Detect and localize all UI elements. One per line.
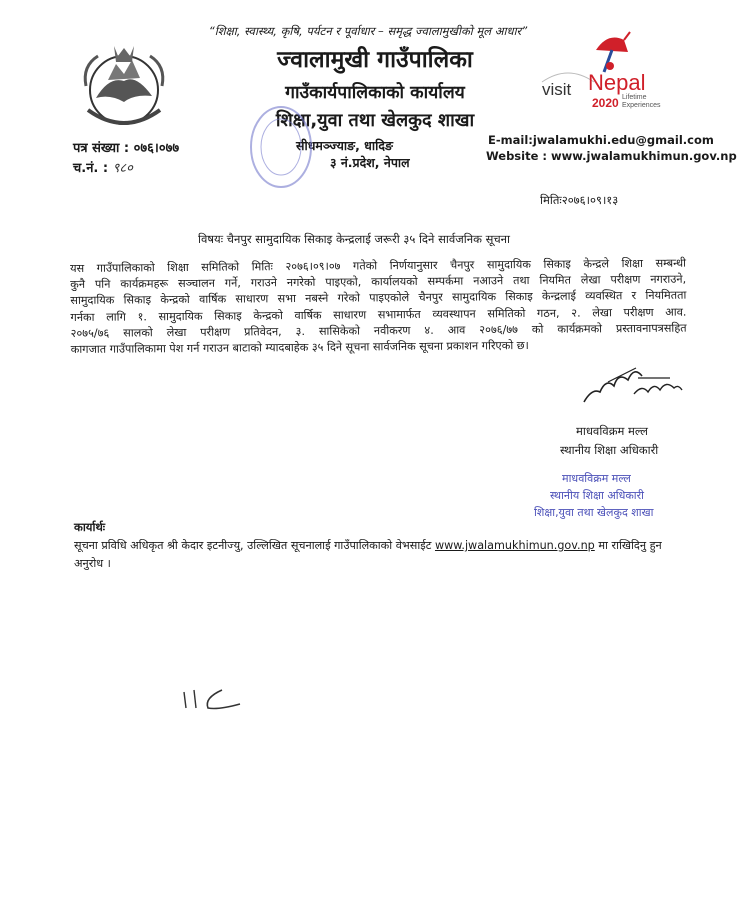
letter-body: [70, 256, 687, 359]
address-line-2: ३ नं.प्रदेश, नेपाल: [330, 155, 410, 170]
action-text-after: मा राखिदिनु हुन अनुरोध ।: [74, 539, 662, 570]
visit-text: visit: [542, 80, 572, 99]
body-line: गर्नका लागि १. सामुदायिक सिकाइ केन्द्रको वार्षिक साधारण सभामार्फत व्यवस्थापन समितिको गठन, २. लेखा परीक्षण आव.: [70, 305, 687, 324]
year-text: 2020: [592, 96, 619, 110]
stamp-name: माधवविक्रम मल्ल: [562, 472, 631, 485]
body-line: कागजात गाउँपालिकामा पेश गर्न गराउन बाटाको म्यादबाहेक ३५ दिने सूचना सार्वजनिक सूचना प्रकाशन गरिएको छ।: [70, 339, 529, 357]
organization-name: ज्वालामुखी गाउँपालिका: [277, 47, 473, 73]
handwritten-signature: [578, 358, 688, 408]
action-text-before: सूचना प्रविधि अधिकृत श्री केदार इटनीज्यु, उल्लिखित सूचनालाई गाउँपालिकाको वेभसाईट: [74, 539, 432, 552]
action-heading: कार्यार्थः: [74, 520, 106, 534]
signer-title: स्थानीय शिक्षा अधिकारी: [560, 443, 659, 457]
email-line: E-mail:jwalamukhi.edu@gmail.com: [488, 133, 714, 147]
nepal-text: Nepal: [588, 70, 646, 95]
official-stamp: [528, 470, 678, 521]
visit-nepal-logo: [538, 30, 668, 120]
body-line: कुनै पनि कार्यक्रमहरू सञ्चालन गर्ने, गराउने नगरेको पाइएको, कार्यालयको सम्पर्कमा नआउने तथा नियमित लेखा परीक्षण नगराउने,: [70, 272, 687, 292]
office-name: गाउँकार्यपालिकाको कार्यालय: [285, 83, 465, 103]
address-line-1: सीधमञ्ज्याङ, धादिङ: [296, 138, 393, 153]
handwritten-mark: [178, 684, 248, 714]
stamp-branch: शिक्षा,युवा तथा खेलकुद शाखा: [534, 506, 654, 519]
letter-date: मितिः२०७६।०९।१३: [540, 193, 619, 207]
dispatch-number: [73, 158, 133, 176]
nepal-emblem-icon: [74, 36, 174, 136]
action-body: [74, 537, 684, 573]
signer-name: माधवविक्रम मल्ल: [576, 424, 648, 438]
office-stamp-icon: [246, 102, 316, 192]
body-line: यस गाउँपालिकाको शिक्षा समितिको मितिः २०७६।०९।०७ गतेको निर्णयानुसार चैनपुर सामुदायिक सिकाइ केन्द्रले शिक्षा सम्बन्धी: [70, 256, 687, 275]
tagline-experiences: Experiences: [622, 102, 661, 109]
tagline-lifetime: Lifetime: [622, 94, 647, 101]
stamp-title: स्थानीय शिक्षा अधिकारी: [550, 489, 644, 502]
website-link[interactable]: www.jwalamukhimun.gov.np: [434, 539, 595, 552]
letter-subject: विषयः चैनपुर सामुदायिक सिकाइ केन्द्रलाई जरूरी ३५ दिने सार्वजनिक सूचना: [198, 232, 511, 246]
body-line: सामुदायिक सिकाइ केन्द्रको वार्षिक साधारण सभा नबस्ने गरेको पाइएकोले चैनपुर सामुदायिक सिकाइ केन्द्रलाई व्यवस्थित र नियमितता: [70, 289, 687, 308]
dispatch-label: च.नं. :: [73, 161, 109, 176]
motto-text: “शिक्षा, स्वास्थ्य, कृषि, पर्यटन र पूर्वाधार – समृद्ध ज्वालामुखीको मूल आधार”: [208, 24, 528, 38]
letter-number: पत्र संख्या : ०७६।०७७: [73, 141, 180, 156]
branch-name: शिक्षा,युवा तथा खेलकुद शाखा: [275, 110, 475, 131]
body-line: २०७५/७६ सालको लेखा परीक्षण प्रतिवेदन, ३. सासिकेको नवीकरण ४. आव २०७६/७७ को कार्यक्रमको प्रस्तावनापत्रसहित: [70, 321, 687, 340]
dispatch-value: ९८०: [112, 161, 133, 176]
website-line: Website : www.jwalamukhimun.gov.np: [486, 149, 737, 163]
